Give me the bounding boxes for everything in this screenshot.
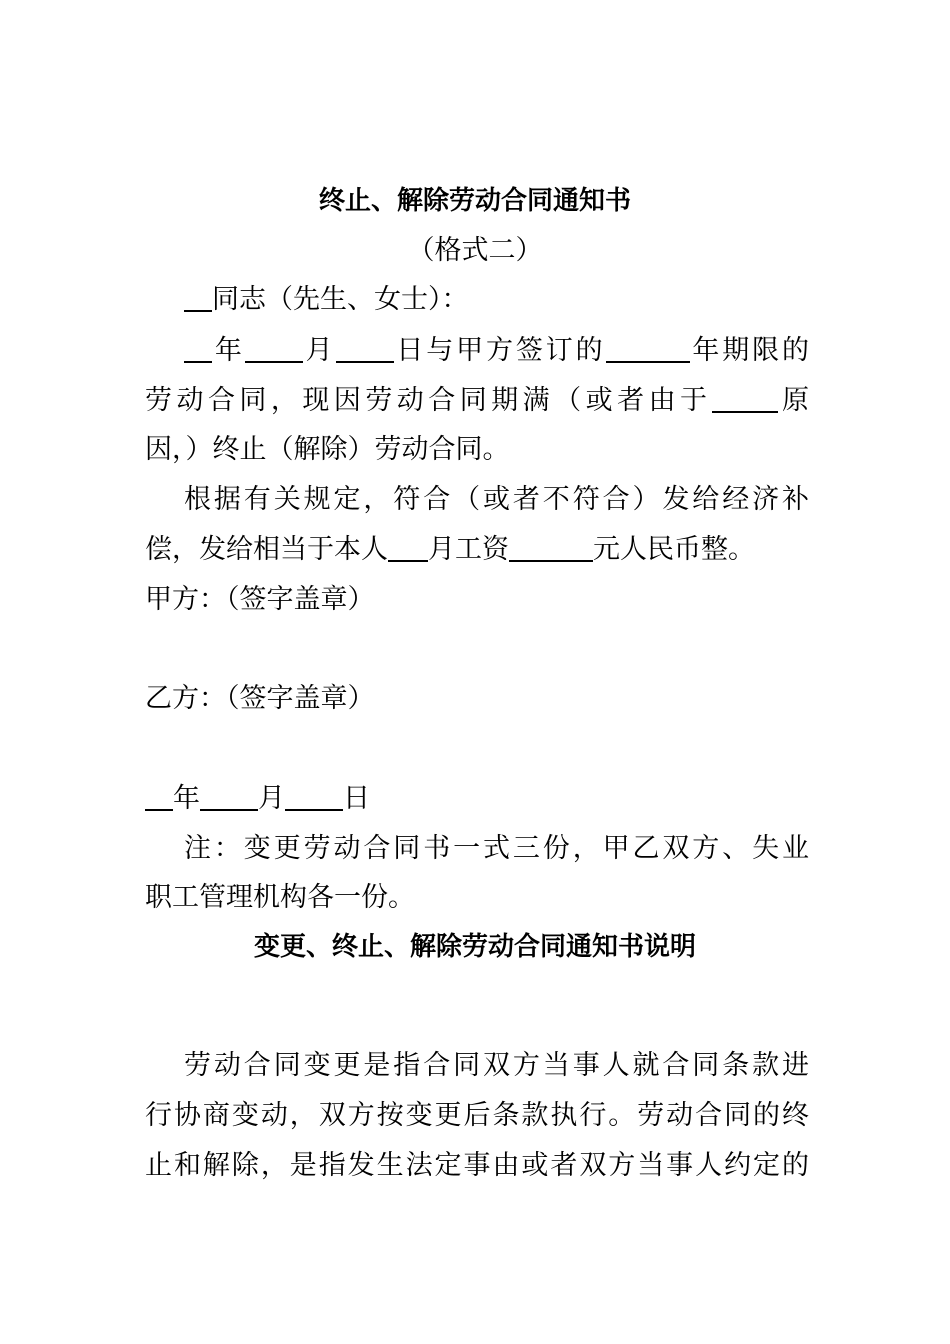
months-blank — [388, 532, 428, 562]
termination-line: 因，）终止（解除）劳动合同。 — [145, 434, 510, 465]
salutation-line — [184, 280, 809, 320]
explanation-line-2: 行协商变动，双方按变更后条款执行。劳动合同的终 — [145, 1100, 809, 1131]
amount-blank — [509, 532, 593, 562]
document-title: 终止、解除劳动合同通知书 — [318, 186, 631, 216]
compensation-line-2 — [145, 530, 809, 570]
signed-text: 日与甲方签订的 — [393, 335, 606, 366]
salary-text: 月工资 — [428, 534, 509, 565]
year-blank — [184, 333, 212, 363]
term-text: 年期限的 — [689, 335, 809, 366]
term-blank — [606, 333, 690, 363]
explanation-line-3: 止和解除，是指发生法定事由或者双方当事人约定的 — [145, 1150, 809, 1181]
month-blank — [245, 333, 303, 363]
party-b-signature: 乙方：（签字盖章） — [145, 683, 375, 714]
date-line — [145, 779, 809, 819]
date-year-blank — [145, 781, 173, 811]
salutation-text: 同志（先生、女士）： — [212, 284, 469, 315]
name-blank — [184, 282, 212, 312]
note-line-1: 注：变更劳动合同书一式三份，甲乙双方、失业 — [184, 833, 809, 864]
currency-text: 元人民币整。 — [593, 534, 755, 565]
note-line-2: 职工管理机构各一份。 — [145, 882, 415, 913]
compensation-line-1: 根据有关规定，符合（或者不符合）发给经济补 — [184, 484, 809, 515]
date-day-label: 日 — [343, 783, 370, 814]
date-month-blank — [200, 781, 258, 811]
date-month-label: 月 — [258, 783, 285, 814]
contract-date-line — [184, 331, 809, 371]
reason-text: 劳动合同，现因劳动合同期满（或者由于 — [145, 385, 712, 416]
year-label: 年 — [212, 335, 245, 366]
section-title: 变更、终止、解除劳动合同通知书说明 — [253, 932, 696, 962]
day-blank — [336, 333, 394, 363]
format-subtitle: （格式二） — [407, 235, 543, 266]
date-year-label: 年 — [173, 783, 200, 814]
compensation-text: 偿，发给相当于本人 — [145, 534, 388, 565]
explanation-line-1: 劳动合同变更是指合同双方当事人就合同条款进 — [184, 1050, 809, 1081]
date-day-blank — [285, 781, 343, 811]
reason-blank — [712, 383, 778, 413]
party-a-signature: 甲方：（签字盖章） — [145, 584, 375, 615]
reason-end-text: 原 — [777, 385, 810, 416]
month-label: 月 — [302, 335, 336, 366]
contract-reason-line — [145, 381, 809, 421]
